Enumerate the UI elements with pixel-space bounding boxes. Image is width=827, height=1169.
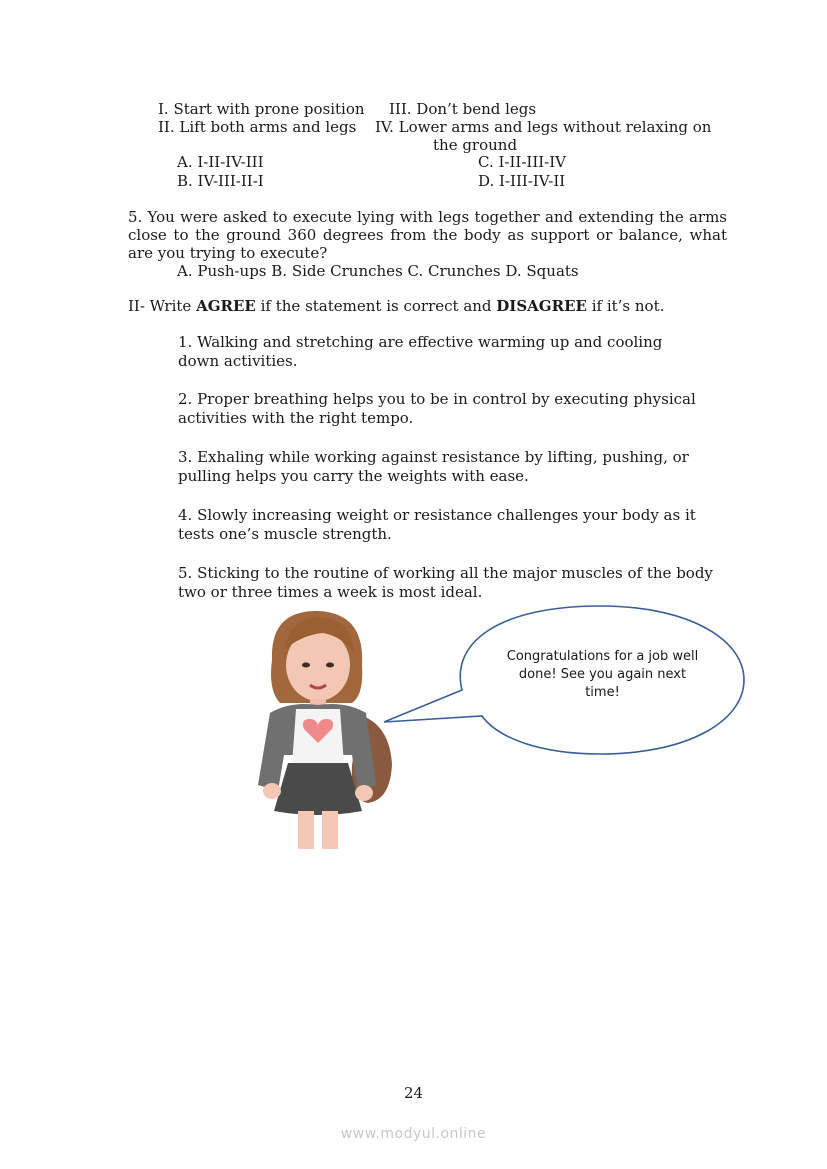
statement-3: 3. Exhaling while working against resistance by lifting, pushing, or pulling helps you carry the weights with ease.	[178, 448, 689, 485]
sequence-item-4: IV. Lower arms and legs without relaxing on	[375, 118, 712, 136]
speech-bubble-text: Congratulations for a job well done! See you again next time!	[506, 649, 699, 700]
choice-c: C. I-II-III-IV	[478, 153, 566, 171]
page-number: 24	[403, 1084, 424, 1102]
choice-a: A. I-II-IV-III	[177, 153, 264, 171]
sequence-item-2: II. Lift both arms and legs	[158, 118, 357, 136]
sequence-item-1: I. Start with prone position	[158, 100, 365, 118]
part2-instruction: II- Write AGREE if the statement is correct and DISAGREE if it’s not.	[128, 297, 665, 315]
watermark: www.modyul.online	[340, 1126, 487, 1142]
statement-4: 4. Slowly increasing weight or resistance challenges your body as it tests one’s muscle strength.	[178, 506, 696, 543]
sequence-item-4-cont: the ground	[433, 136, 518, 154]
sequence-item-3: III. Don’t bend legs	[389, 100, 537, 118]
question-5-choices: A. Push-ups B. Side Crunches C. Crunches D. Squats	[177, 262, 579, 280]
statement-1: 1. Walking and stretching are effective warming up and cooling down activities.	[178, 333, 663, 370]
choice-b: B. IV-III-II-I	[177, 172, 264, 190]
disagree-keyword: DISAGREE	[496, 297, 587, 315]
statement-5: 5. Sticking to the routine of working all the major muscles of the body two or three times a week is most ideal.	[178, 564, 713, 601]
question-5: 5. You were asked to execute lying with legs together and extending the arms close to the ground 360 degrees from the body as support or balance, what are you trying to execute?	[128, 208, 727, 262]
agree-keyword: AGREE	[196, 297, 256, 315]
statement-2: 2. Proper breathing helps you to be in control by executing physical activities with the right tempo.	[178, 390, 696, 427]
choice-d: D. I-III-IV-II	[478, 172, 566, 190]
